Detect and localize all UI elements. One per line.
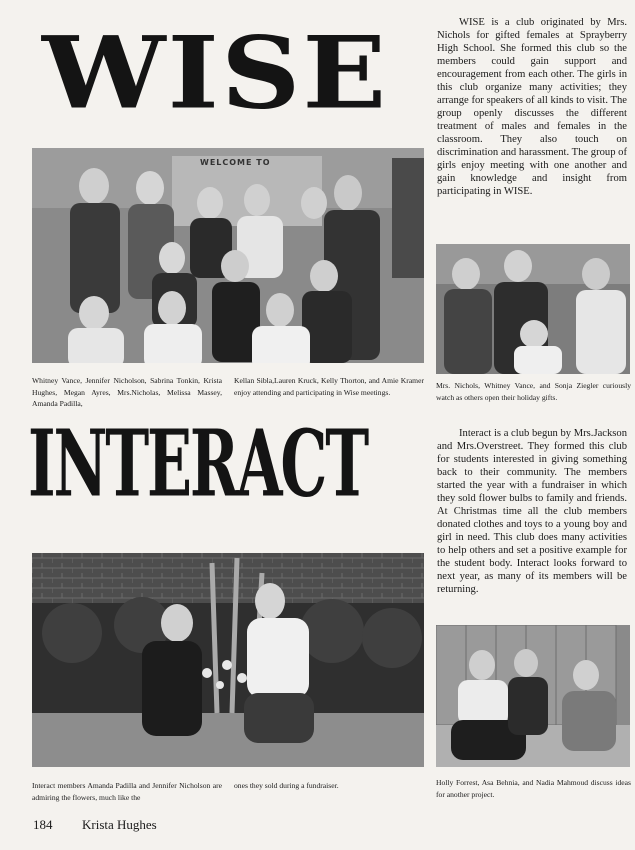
wise-group-caption-left: Whitney Vance, Jennifer Nicholson, Sabrina Tonkin, Krista Hughes, Megan Ayres, Mrs.Nicholas, Melissa Massey, Amanda Padilla, [32, 376, 222, 409]
wise-headline: WISE [42, 15, 389, 132]
footer-author: Krista Hughes [82, 817, 157, 832]
wise-holiday-photo [436, 244, 630, 374]
page-number: 184 [33, 817, 53, 832]
interact-article-text: Interact is a club begun by Mrs.Jackson and Mrs.Overstreet. They formed this club for students interested in giving something back to their community. The members started the year with a fundraiser in which they sold flower bulbs to family and friends. At Christmas time all the club members donated clothes and toys to a young boy and girl in need. This club does many activities to help others and set a positive example for the student body. Interact looks forward to next year, as many of its members will be returning. [437, 428, 627, 595]
interact-lockers-caption: Holly Forrest, Asa Behnia, and Nadia Mahmoud discuss ideas for another project. [436, 778, 631, 799]
welcome-sign: WELCOME TO [200, 158, 271, 167]
interact-flowers-caption-right: ones they sold during a fundraiser. [234, 781, 339, 790]
wise-holiday-caption: Mrs. Nichols, Whitney Vance, and Sonja Ziegler curiously watch as others open their holiday gifts. [436, 381, 631, 402]
wise-article-text: WISE is a club originated by Mrs. Nichols for gifted females at Sprayberry High School. She formed this club so the members could gain support and encouragement from each other. The girls in this club organize many activities; they arrange for speakers of all kinds to visit. The group openly discusses the different treatment of males and females in the classroom. They also touch on discrimination and harassment. The group of girls enjoy meeting with one another and gain knowledge and insight from participating in WISE. [437, 17, 627, 197]
interact-headline: INTERACT [28, 410, 368, 518]
wise-group-photo [32, 148, 424, 363]
interact-flowers-caption-left: Interact members Amanda Padilla and Jennifer Nicholson are admiring the flowers, much like the [32, 781, 222, 802]
interact-flowers-photo [32, 553, 424, 767]
interact-lockers-photo [436, 625, 630, 767]
wise-group-caption-right: Kellan Sibla,Lauren Kruck, Kelly Thorton, and Amie Kramer enjoy attending and participating in Wise meetings. [234, 376, 424, 397]
